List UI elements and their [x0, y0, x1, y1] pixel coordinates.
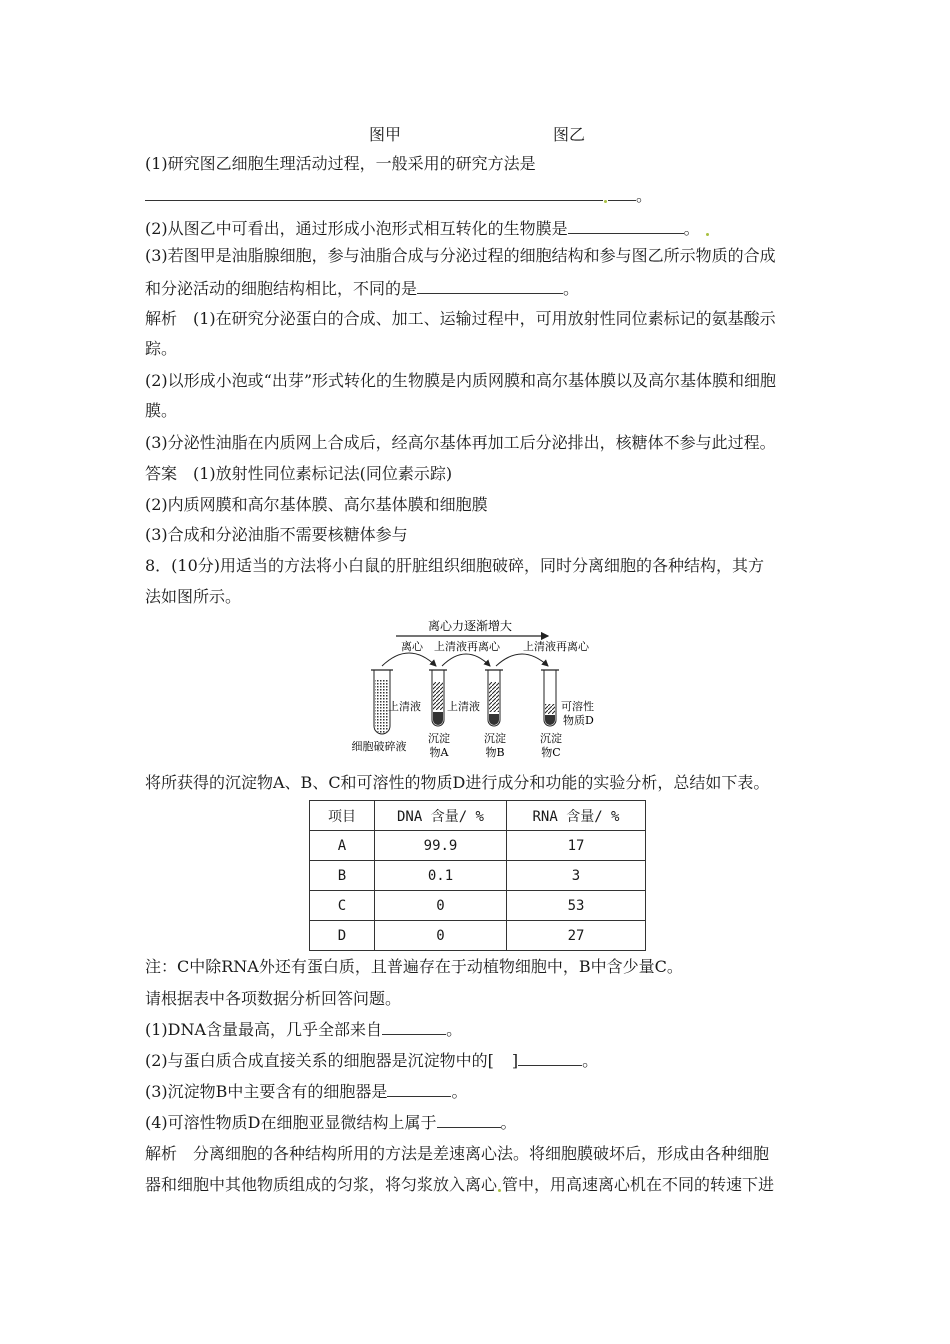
answer-blank[interactable]	[437, 1113, 501, 1128]
table-cell: 27	[507, 921, 646, 951]
question-8-stem-b: 法如图所示。	[145, 587, 242, 606]
sediment-b-label-1: 沉淀	[484, 732, 506, 745]
step-2-label: 上清液再离心	[434, 640, 500, 653]
question-8-stem-a: 8．(10分)用适当的方法将小白鼠的肝脏组织细胞破碎，同时分离细胞的各种结构，其方	[145, 556, 765, 575]
table-cell: D	[310, 921, 375, 951]
answer-blank[interactable]	[568, 219, 684, 234]
sediment-b-label-2: 物B	[485, 746, 505, 759]
analysis-q8-a: 解析 分离细胞的各种结构所用的方法是差速离心法。将细胞膜破坏后，形成由各种细胞	[145, 1144, 770, 1163]
figure-caption-left: 图甲	[369, 125, 402, 144]
question-7-part-3a: (3)若图甲是油脂腺细胞，参与油脂合成与分泌过程的细胞结构和参与图乙所示物质的合成	[145, 246, 776, 265]
transfer-arrow-2	[442, 654, 490, 666]
subquestion-3: (3)沉淀物B中主要含有的细胞器是 。	[145, 1082, 468, 1101]
table-row	[310, 921, 646, 951]
sediment-a-label-2: 物A	[429, 746, 449, 759]
question-prompt: 请根据表中各项数据分析回答问题。	[145, 989, 402, 1008]
table-cell: C	[310, 891, 375, 921]
speck-mark	[706, 233, 709, 236]
supernatant-label-1: 上清液	[388, 700, 421, 713]
analysis-2a: (2)以形成小泡或“出芽”形式转化的生物膜是内质网膜和高尔基体膜以及高尔基体膜和细胞	[145, 371, 777, 390]
table-cell: 0	[375, 921, 507, 951]
step-1-label: 离心	[401, 640, 423, 653]
analysis-2b: 膜。	[145, 401, 178, 420]
speck-mark	[498, 1189, 501, 1192]
analysis-3: (3)分泌性油脂在内质网上合成后，经高尔基体再加工后分泌排出，核糖体不参与此过程。	[145, 433, 776, 452]
subquestion-2: (2)与蛋白质合成直接关系的细胞器是沉淀物中的[ ] 。	[145, 1051, 599, 1070]
tube-sediment-a	[429, 670, 447, 726]
answer-blank[interactable]	[145, 186, 603, 201]
supernatant-label-2: 上清液	[447, 700, 480, 713]
table-cell: 53	[507, 891, 646, 921]
answer-1: 答案 (1)放射性同位素标记法(同位素示踪)	[145, 464, 453, 483]
table-cell: 17	[507, 831, 646, 861]
table-cell: 0.1	[375, 861, 507, 891]
step-3-label: 上清液再离心	[523, 640, 589, 653]
table-note: 注：C中除RNA外还有蛋白质，且普遍存在于动植物细胞中，B中含少量C。	[145, 957, 683, 976]
answer-blank[interactable]	[382, 1020, 446, 1035]
question-7-part-1: (1)研究图乙细胞生理活动过程，一般采用的研究方法是	[145, 154, 536, 173]
sediment-c-label-1: 沉淀	[540, 732, 562, 745]
table-row	[310, 861, 646, 891]
tube-sediment-b	[485, 670, 503, 726]
table-header: 项目	[310, 801, 375, 831]
tube-sediment-c	[541, 670, 559, 726]
table-cell: B	[310, 861, 375, 891]
table-cell: 3	[507, 861, 646, 891]
analysis-q8-b: 器和细胞中其他物质组成的匀浆，将匀浆放入离心 管中，用高速离心机在不同的转速下进	[145, 1175, 775, 1194]
table-intro: 将所获得的沉淀物A、B、C和可溶性的物质D进行成分和功能的实验分析，总结如下表。	[145, 773, 770, 792]
answer-blank[interactable]	[518, 1051, 582, 1066]
table-header-row	[310, 801, 646, 831]
sediment-a-label-1: 沉淀	[428, 732, 450, 745]
analysis-1b: 踪。	[145, 339, 178, 358]
answer-blank[interactable]	[608, 186, 636, 201]
answer-blank[interactable]	[387, 1082, 451, 1097]
answer-2: (2)内质网膜和高尔基体膜、高尔基体膜和细胞膜	[145, 495, 488, 514]
transfer-arrow-3	[496, 654, 548, 666]
subquestion-1: (1)DNA含量最高，几乎全部来自 。	[145, 1020, 463, 1039]
answer-blank[interactable]	[417, 279, 563, 294]
question-7-part-2: (2)从图乙中可看出，通过形成小泡形式相互转化的生物膜是 。	[145, 219, 710, 239]
table-row	[310, 891, 646, 921]
table-row	[310, 831, 646, 861]
composition-table	[309, 800, 646, 951]
answer-line-1: 。	[145, 186, 652, 206]
table-header: RNA 含量/ %	[507, 801, 646, 831]
transfer-arrow-1	[382, 653, 436, 666]
sediment-c-label-2: 物C	[541, 746, 561, 759]
figure-captions	[0, 122, 950, 146]
table-cell: A	[310, 831, 375, 861]
centrifugal-force-label: 离心力逐渐增大	[427, 619, 513, 633]
centrifugation-diagram	[344, 614, 608, 766]
table-cell: 99.9	[375, 831, 507, 861]
soluble-label-1: 可溶性	[561, 700, 594, 713]
table-cell: 0	[375, 891, 507, 921]
table-header: DNA 含量/ %	[375, 801, 507, 831]
speck-mark	[604, 200, 607, 203]
analysis-1a: 解析 (1)在研究分泌蛋白的合成、加工、运输过程中，可用放射性同位素标记的氨基酸示	[145, 309, 776, 328]
figure-caption-right: 图乙	[553, 125, 586, 144]
homogenate-label: 细胞破碎液	[351, 740, 407, 753]
question-7-part-3b: 和分泌活动的细胞结构相比，不同的是 。	[145, 279, 580, 298]
answer-3: (3)合成和分泌油脂不需要核糖体参与	[145, 525, 408, 544]
soluble-label-2: 物质D	[563, 714, 594, 727]
subquestion-4: (4)可溶性物质D在细胞亚显微结构上属于 。	[145, 1113, 517, 1132]
